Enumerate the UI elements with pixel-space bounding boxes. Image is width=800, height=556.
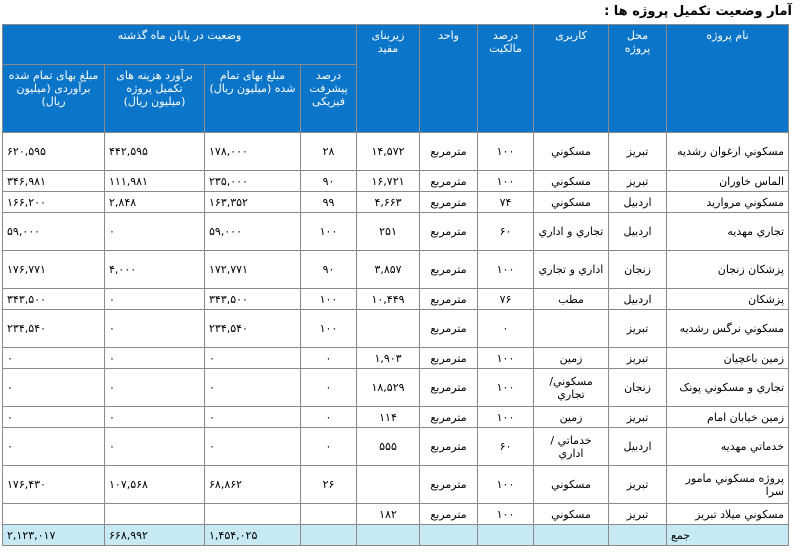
cell-progress: ۰	[301, 428, 357, 466]
cell-cost	[205, 504, 301, 525]
cell-name: پزشکان	[667, 289, 789, 310]
cell-location: تبريز	[609, 504, 667, 525]
totals-row	[3, 525, 789, 546]
cell-remaining: ۰	[105, 213, 205, 251]
cell-area: ۱۸۲	[357, 504, 420, 525]
cell-usage: زمين	[534, 407, 609, 428]
cell-area: ۱۱۴	[357, 407, 420, 428]
table-row	[3, 192, 789, 213]
cell-remaining: ۴,۰۰۰	[105, 251, 205, 289]
cell-progress: ۰	[301, 369, 357, 407]
cell-usage	[534, 310, 609, 348]
cell-remaining: ۱۱۱,۹۸۱	[105, 171, 205, 192]
cell-area: ۲۵۱	[357, 213, 420, 251]
project-status-table	[2, 24, 789, 546]
cell-location: تبريز	[609, 310, 667, 348]
cell-area	[357, 466, 420, 504]
cell-area: ۱۸,۵۲۹	[357, 369, 420, 407]
cell-area: ۳,۸۵۷	[357, 251, 420, 289]
cell-usage: مسکوني	[534, 504, 609, 525]
table-row	[3, 213, 789, 251]
cell-total: ۳۴۶,۹۸۱	[3, 171, 105, 192]
cell-cost: ۰	[205, 369, 301, 407]
cell-name: خدماتي مهديه	[667, 428, 789, 466]
cell-cost: ۵۹,۰۰۰	[205, 213, 301, 251]
cell-cost: ۳۴۳,۵۰۰	[205, 289, 301, 310]
cell-ownership: ۱۰۰	[478, 504, 534, 525]
cell-ownership: ۱۰۰	[478, 369, 534, 407]
cell-unit: مترمربع	[420, 192, 478, 213]
cell-unit: مترمربع	[420, 348, 478, 369]
table-row	[3, 310, 789, 348]
totals-empty-cell	[534, 525, 609, 546]
table-row	[3, 428, 789, 466]
table-row	[3, 504, 789, 525]
cell-ownership: ۱۰۰	[478, 348, 534, 369]
cell-progress	[301, 504, 357, 525]
totals-remaining: ۶۶۸,۹۹۲	[105, 525, 205, 546]
cell-name: تجاري مهديه	[667, 213, 789, 251]
cell-progress: ۹۰	[301, 171, 357, 192]
cell-unit: مترمربع	[420, 369, 478, 407]
cell-ownership: ۰	[478, 310, 534, 348]
cell-location: تبريز	[609, 407, 667, 428]
cell-area	[357, 310, 420, 348]
header-area: زیربنای مفید	[357, 25, 420, 133]
cell-total: ۰	[3, 428, 105, 466]
cell-ownership: ۱۰۰	[478, 133, 534, 171]
cell-progress: ۲۸	[301, 133, 357, 171]
totals-empty-cell	[301, 525, 357, 546]
cell-unit: مترمربع	[420, 310, 478, 348]
cell-ownership: ۶۰	[478, 428, 534, 466]
cell-unit: مترمربع	[420, 213, 478, 251]
cell-name: پزشکان زنجان	[667, 251, 789, 289]
cell-unit: مترمربع	[420, 251, 478, 289]
cell-usage: مسکوني	[534, 466, 609, 504]
header-location: محل پروژه	[609, 25, 667, 133]
cell-unit: مترمربع	[420, 289, 478, 310]
cell-remaining: ۰	[105, 428, 205, 466]
cell-cost: ۰	[205, 407, 301, 428]
cell-remaining: ۰	[105, 348, 205, 369]
header-ownership: درصد مالکیت	[478, 25, 534, 133]
cell-total: ۱۷۶,۷۷۱	[3, 251, 105, 289]
cell-location: اردبيل	[609, 289, 667, 310]
table-row	[3, 171, 789, 192]
cell-cost: ۱۶۳,۳۵۲	[205, 192, 301, 213]
cell-unit: مترمربع	[420, 407, 478, 428]
cell-total: ۵۹,۰۰۰	[3, 213, 105, 251]
table-row	[3, 133, 789, 171]
cell-cost: ۲۳۴,۵۴۰	[205, 310, 301, 348]
cell-usage: تجاري و اداري	[534, 213, 609, 251]
cell-location: تبريز	[609, 466, 667, 504]
cell-area: ۱۶,۷۲۱	[357, 171, 420, 192]
cell-name: الماس خاوران	[667, 171, 789, 192]
table-row	[3, 251, 789, 289]
cell-unit: مترمربع	[420, 466, 478, 504]
cell-ownership: ۱۰۰	[478, 466, 534, 504]
cell-name: مسکوني ميلاد تبريز	[667, 504, 789, 525]
cell-ownership: ۷۴	[478, 192, 534, 213]
cell-usage: مسکوني	[534, 192, 609, 213]
cell-progress: ۹۹	[301, 192, 357, 213]
cell-remaining: ۰	[105, 310, 205, 348]
table-row	[3, 289, 789, 310]
cell-unit: مترمربع	[420, 428, 478, 466]
cell-progress: ۲۶	[301, 466, 357, 504]
cell-location: اردبيل	[609, 192, 667, 213]
cell-total: ۱۷۶,۴۳۰	[3, 466, 105, 504]
cell-remaining	[105, 504, 205, 525]
header-estimated-total-cost: مبلغ بهای تمام شده برآوردی (میلیون ریال)	[3, 65, 105, 133]
cell-total: ۱۶۶,۲۰۰	[3, 192, 105, 213]
cell-unit: مترمربع	[420, 171, 478, 192]
cell-usage: مسکوني	[534, 171, 609, 192]
table-row	[3, 348, 789, 369]
report-title: آمار وضعیت تکمیل پروژه ها :	[604, 4, 792, 19]
totals-empty-cell	[478, 525, 534, 546]
cell-area: ۱۴,۵۷۲	[357, 133, 420, 171]
table-row	[3, 407, 789, 428]
table-row	[3, 466, 789, 504]
cell-total: ۲۳۴,۵۴۰	[3, 310, 105, 348]
cell-area: ۱,۹۰۳	[357, 348, 420, 369]
header-completed-cost: مبلغ بهای تمام شده (میلیون ریال)	[205, 65, 301, 133]
cell-cost: ۲۳۵,۰۰۰	[205, 171, 301, 192]
cell-usage: مسکوني/ تجاري	[534, 369, 609, 407]
cell-progress: ۹۰	[301, 251, 357, 289]
table-row	[3, 369, 789, 407]
cell-cost: ۰	[205, 428, 301, 466]
totals-label: جمع	[667, 525, 789, 546]
cell-location: زنجان	[609, 369, 667, 407]
cell-total: ۳۴۳,۵۰۰	[3, 289, 105, 310]
cell-total: ۰	[3, 369, 105, 407]
cell-location: تبريز	[609, 171, 667, 192]
cell-ownership: ۱۰۰	[478, 171, 534, 192]
cell-unit: مترمربع	[420, 133, 478, 171]
cell-remaining: ۰	[105, 289, 205, 310]
cell-name: زمين خيابان امام	[667, 407, 789, 428]
cell-location: تبريز	[609, 133, 667, 171]
cell-area: ۱۰,۴۴۹	[357, 289, 420, 310]
totals-empty-cell	[420, 525, 478, 546]
cell-usage: زمين	[534, 348, 609, 369]
cell-name: مسکوني ارغوان رشديه	[667, 133, 789, 171]
cell-usage: اداري و تجاري	[534, 251, 609, 289]
cell-total: ۰	[3, 348, 105, 369]
cell-cost: ۱۷۲,۷۷۱	[205, 251, 301, 289]
cell-progress: ۱۰۰	[301, 289, 357, 310]
totals-empty-cell	[357, 525, 420, 546]
totals-total: ۲,۱۲۳,۰۱۷	[3, 525, 105, 546]
cell-usage: مسکوني	[534, 133, 609, 171]
cell-cost: ۰	[205, 348, 301, 369]
cell-remaining: ۲,۸۴۸	[105, 192, 205, 213]
cell-cost: ۱۷۸,۰۰۰	[205, 133, 301, 171]
totals-empty-cell	[609, 525, 667, 546]
cell-remaining: ۰	[105, 369, 205, 407]
cell-progress: ۱۰۰	[301, 310, 357, 348]
header-usage: کاربری	[534, 25, 609, 133]
cell-name: پروژه مسکوني مامور سرا	[667, 466, 789, 504]
cell-usage: خدماتي / اداري	[534, 428, 609, 466]
cell-progress: ۱۰۰	[301, 213, 357, 251]
header-unit: واحد	[420, 25, 478, 133]
totals-cost: ۱,۴۵۴,۰۲۵	[205, 525, 301, 546]
cell-progress: ۰	[301, 348, 357, 369]
cell-progress: ۰	[301, 407, 357, 428]
cell-ownership: ۷۶	[478, 289, 534, 310]
cell-name: تجاري و مسکوني پونک	[667, 369, 789, 407]
cell-location: تبريز	[609, 348, 667, 369]
cell-remaining: ۰	[105, 407, 205, 428]
cell-location: زنجان	[609, 251, 667, 289]
cell-ownership: ۱۰۰	[478, 251, 534, 289]
cell-remaining: ۴۴۲,۵۹۵	[105, 133, 205, 171]
cell-name: زمين باغچيان	[667, 348, 789, 369]
cell-location: اردبيل	[609, 213, 667, 251]
header-status-group: وضعیت در پایان ماه گذشته	[3, 25, 357, 65]
header-estimated-completion-cost: برآورد هزینه های تکمیل پروژه (میلیون ریال)	[105, 65, 205, 133]
cell-cost: ۶۸,۸۶۲	[205, 466, 301, 504]
header-project-name: نام پروژه	[667, 25, 789, 133]
cell-name: مسکوني نرگس رشديه	[667, 310, 789, 348]
cell-name: مسکوني مرواريد	[667, 192, 789, 213]
cell-total: ۰	[3, 407, 105, 428]
header-physical-progress: درصد پیشرفت فیزیکی	[301, 65, 357, 133]
cell-usage: مطب	[534, 289, 609, 310]
cell-unit: مترمربع	[420, 504, 478, 525]
cell-total: ۶۲۰,۵۹۵	[3, 133, 105, 171]
cell-remaining: ۱۰۷,۵۶۸	[105, 466, 205, 504]
cell-area: ۵۵۵	[357, 428, 420, 466]
cell-area: ۴,۶۶۳	[357, 192, 420, 213]
cell-total	[3, 504, 105, 525]
cell-ownership: ۱۰۰	[478, 407, 534, 428]
cell-ownership: ۶۰	[478, 213, 534, 251]
cell-location: اردبيل	[609, 428, 667, 466]
